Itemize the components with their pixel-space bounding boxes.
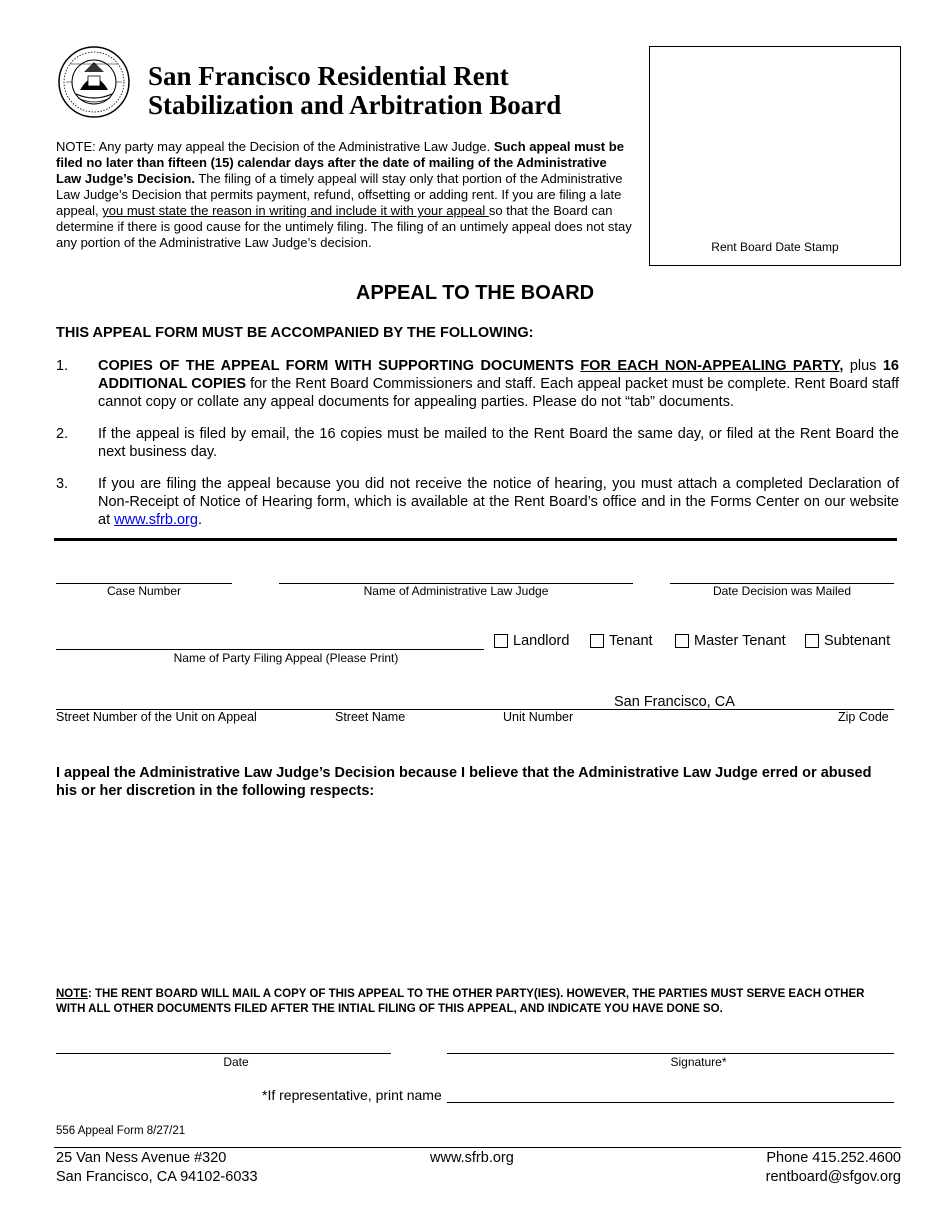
party-name-field[interactable]: [56, 649, 484, 650]
master-tenant-checkbox[interactable]: Master Tenant: [675, 633, 786, 649]
service-note: NOTE: THE RENT BOARD WILL MAIL A COPY OF THIS APPEAL TO THE OTHER PARTY(IES). HOWEVER, THE PARTIES MUST SERVE EACH OTHER WITH ALL OTHER DOCUMENTS FILED AFTER THE INTIAL FILING OF THIS APPEAL, AND INDICATE YOU HAVE DONE SO.: [56, 988, 865, 1015]
date-field[interactable]: [56, 1053, 391, 1054]
appeal-deadline-note: NOTE: Any party may appeal the Decision of the Administrative Law Judge. Such appeal must be filed no later than fifteen (15) calendar days after the date of mailing of the Administrative Law Judge’s Decision. The filing of a timely appeal will stay only that portion of the Administrative Law Judge’s Decision that permits payment, refund, offsetting or adding rent. If you are filing a late appeal, you must state the reason in writing and include it with your appeal so that the Board can determine if there is good cause for the untimely filing. The filing of an untimely appeal does not stay any portion of the Administrative Law Judge’s decision.: [56, 139, 632, 250]
landlord-checkbox[interactable]: Landlord: [494, 633, 569, 649]
section-divider: [54, 538, 897, 541]
form-number: 556 Appeal Form 8/27/21: [56, 1125, 186, 1137]
city-seal-logo: [58, 42, 130, 124]
checkbox-icon: [675, 634, 689, 648]
unit-number-label: Unit Number: [503, 710, 574, 724]
footer-divider: [54, 1147, 901, 1148]
website-link[interactable]: www.sfrb.org: [114, 512, 198, 528]
appeal-statement: I appeal the Administrative Law Judge’s Decision because I believe that the Administrative Law Judge erred or abused his or her discretion in the following respects:: [56, 765, 872, 799]
case-number-label: Case Number: [106, 584, 182, 598]
signature-label: Signature*: [670, 1055, 727, 1069]
requirement-item-3: 3. If you are filing the appeal because you did not receive the notice of hearing, you must attach a completed Declaration of Non-Receipt of Notice of Hearing form, which is available at the Rent Board’s office and in the Forms Center on our website at www.sfrb.org.: [56, 476, 899, 528]
city-value: San Francisco, CA: [614, 694, 735, 710]
date-stamp-label: Rent Board Date Stamp: [711, 240, 839, 254]
requirement-item-1: 1. COPIES OF THE APPEAL FORM WITH SUPPORTING DOCUMENTS FOR EACH NON-APPEALING PARTY, plus 16 ADDITIONAL COPIES for the Rent Board Commissioners and staff. Each appeal packet must be complete. Rent Board staff cannot copy or collate any appeal documents for appealing parties. Please do not “tab” documents.: [56, 358, 900, 410]
checkbox-icon: [805, 634, 819, 648]
board-title: San Francisco Residential Rent Stabilization and Arbitration Board: [148, 61, 562, 120]
representative-label: *If representative, print name: [262, 1087, 442, 1103]
zip-code-label: Zip Code: [838, 710, 889, 724]
page-title: APPEAL TO THE BOARD: [355, 282, 595, 304]
appeal-reasons-area[interactable]: [56, 808, 896, 978]
checkbox-icon: [590, 634, 604, 648]
signature-field[interactable]: [447, 1053, 894, 1054]
date-mailed-label: Date Decision was Mailed: [712, 584, 852, 598]
footer-contact: Phone 415.252.4600 rentboard@sfgov.org: [765, 1150, 901, 1185]
requirements-heading: THIS APPEAL FORM MUST BE ACCOMPANIED BY THE FOLLOWING:: [56, 325, 534, 341]
party-name-label: Name of Party Filing Appeal (Please Print): [173, 651, 399, 665]
tenant-checkbox[interactable]: Tenant: [590, 633, 653, 649]
footer-address: 25 Van Ness Avenue #320 San Francisco, CA 94102-6033: [56, 1150, 258, 1185]
street-name-label: Street Name: [335, 710, 406, 724]
date-stamp-box: [649, 46, 901, 266]
alj-name-label: Name of Administrative Law Judge: [363, 584, 549, 598]
footer-website[interactable]: www.sfrb.org: [430, 1150, 514, 1166]
representative-name-field[interactable]: [447, 1102, 894, 1103]
date-label: Date: [223, 1055, 249, 1069]
subtenant-checkbox[interactable]: Subtenant: [805, 633, 890, 649]
requirement-item-2: 2. If the appeal is filed by email, the 16 copies must be mailed to the Rent Board the same day, or filed at the Rent Board the next business day.: [56, 426, 899, 460]
street-number-label: Street Number of the Unit on Appeal: [56, 710, 257, 724]
checkbox-icon: [494, 634, 508, 648]
